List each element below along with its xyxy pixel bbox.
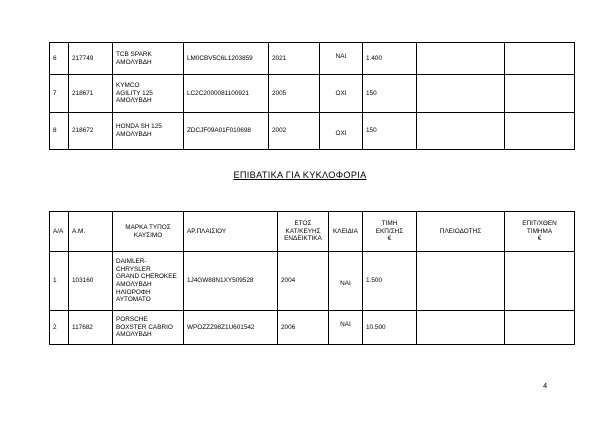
- make-line: BOXSTER CABRIO: [116, 323, 173, 331]
- table-header-row: [50, 212, 575, 252]
- make-line: ΑΜΟΛΥΒΔΗ: [116, 131, 152, 138]
- header-line: ΤΙΜΗ: [381, 220, 398, 228]
- keys-cell: ΟΧΙ: [320, 113, 363, 150]
- col-header-make: [113, 212, 184, 252]
- table-row: [50, 252, 575, 311]
- make-cell: [113, 75, 184, 113]
- keys-cell: ΝΑΙ: [329, 252, 363, 311]
- price-cell: 150: [363, 113, 417, 150]
- vehicles-table-continued: [49, 42, 575, 150]
- chassis-cell: WPOZZZ98Z1U601542: [184, 311, 278, 345]
- chassis-cell: ZDCJF09A01F010698: [184, 113, 269, 150]
- header-line: ΜΑΡΚΑ ΤΥΠΟΣ: [125, 223, 171, 231]
- make-line: ΑΥΤΟΜΑΤΟ: [116, 296, 151, 304]
- make-line: HONDA SH 125: [116, 123, 162, 131]
- page-number: 4: [543, 381, 548, 390]
- deposit-cell: [505, 75, 575, 113]
- make-line: TCB SPARK: [116, 50, 152, 58]
- keys-cell: ΝΑΙ: [329, 311, 363, 345]
- header-line: ΚΑΤ/ΚΕΥΗΣ: [285, 227, 321, 235]
- chassis-cell: LC2C2000081100921: [184, 75, 269, 113]
- chassis-cell: 1J4GW88N1XY509528: [184, 252, 278, 311]
- am-cell: 218671: [69, 75, 113, 113]
- col-header-bidder: ΠΛΕΙΟΔΟΤΗΣ: [417, 212, 505, 252]
- header-line: ΕΤΟΣ: [294, 220, 312, 228]
- year-cell: 2006: [278, 311, 329, 345]
- row-number: 2: [50, 311, 69, 345]
- header-line: ΚΑΥΣΙΜΟ: [133, 231, 163, 239]
- chassis-cell: LM0CBV5C6L1203859: [184, 43, 269, 75]
- col-header-keys: ΚΛΕΙΔΙΑ: [329, 212, 363, 252]
- table-row: [50, 75, 575, 113]
- col-header-no: Α/Α: [50, 212, 69, 252]
- make-line: ΑΜΟΛΥΒΔΗ: [116, 97, 152, 105]
- make-line: ΑΜΟΛΥΒΔΗ: [116, 281, 152, 288]
- col-header-chassis: ΑΡ.ΠΛΑΙΣΙΟΥ: [184, 212, 278, 252]
- price-cell: 10.500: [363, 311, 417, 345]
- make-line: CHRYSLER: [116, 265, 151, 273]
- bidder-cell: [417, 252, 505, 311]
- year-cell: 2005: [269, 75, 320, 113]
- table-row: [50, 113, 575, 150]
- price-cell: 1.400: [363, 43, 417, 75]
- row-number: 6: [50, 43, 69, 75]
- col-header-price: [363, 212, 417, 252]
- am-cell: 117682: [69, 311, 113, 345]
- header-line: €: [537, 235, 542, 243]
- make-cell: [113, 252, 184, 311]
- deposit-cell: [505, 311, 575, 345]
- keys-cell: ΝΑΙ: [320, 43, 363, 75]
- deposit-cell: [505, 252, 575, 311]
- row-number: 1: [50, 252, 69, 311]
- year-cell: 2002: [269, 113, 320, 150]
- section-heading: ΕΠΙΒΑΤΙΚΑ ΓΙΑ ΚΥΚΛΟΦΟΡΙΑ: [233, 170, 367, 180]
- col-header-year: [278, 212, 329, 252]
- bidder-cell: [417, 75, 505, 113]
- keys-cell: ΟΧΙ: [320, 75, 363, 113]
- passenger-vehicles-table: [49, 211, 575, 345]
- am-cell: 103160: [69, 252, 113, 311]
- make-cell: [113, 311, 184, 345]
- deposit-cell: [505, 43, 575, 75]
- col-header-am: Α.Μ.: [69, 212, 113, 252]
- header-line: ΕΚΠ/ΣΗΣ: [375, 227, 404, 235]
- year-cell: 2021: [269, 43, 320, 75]
- header-line: ΕΠΙΤ/ΧΘΕΝ: [522, 220, 557, 228]
- table-row: [50, 311, 575, 345]
- row-number: 7: [50, 75, 69, 113]
- make-line: AGILITY 125: [116, 89, 153, 97]
- price-cell: 1.500: [363, 252, 417, 311]
- bidder-cell: [417, 113, 505, 150]
- am-cell: 217749: [69, 43, 113, 75]
- bidder-cell: [417, 311, 505, 345]
- make-line: ΗΛΙΟΡΟΦΗ: [116, 288, 151, 296]
- row-number: 8: [50, 113, 69, 150]
- header-line: €: [387, 235, 392, 243]
- make-cell: [113, 43, 184, 75]
- bidder-cell: [417, 43, 505, 75]
- price-cell: 150: [363, 75, 417, 113]
- make-line: GRAND CHEROKEE: [116, 273, 177, 281]
- header-line: ΕΝΔΕΙΚΤΙΚΑ: [284, 235, 322, 243]
- make-line: ΑΜΟΛΥΒΔΗ: [116, 331, 152, 339]
- col-header-deposit: [505, 212, 575, 252]
- make-line: ΑΜΟΛΥΒΔΗ: [116, 58, 152, 66]
- deposit-cell: [505, 113, 575, 150]
- make-line: DAIMLER-: [116, 258, 147, 266]
- make-cell: [113, 113, 184, 150]
- make-line: PORSCHE: [116, 316, 148, 324]
- year-cell: 2004: [278, 252, 329, 311]
- make-line: KYMCO: [116, 82, 140, 90]
- table-row: [50, 43, 575, 75]
- am-cell: 218672: [69, 113, 113, 150]
- header-line: ΤΙΜΗΜΑ: [526, 227, 553, 235]
